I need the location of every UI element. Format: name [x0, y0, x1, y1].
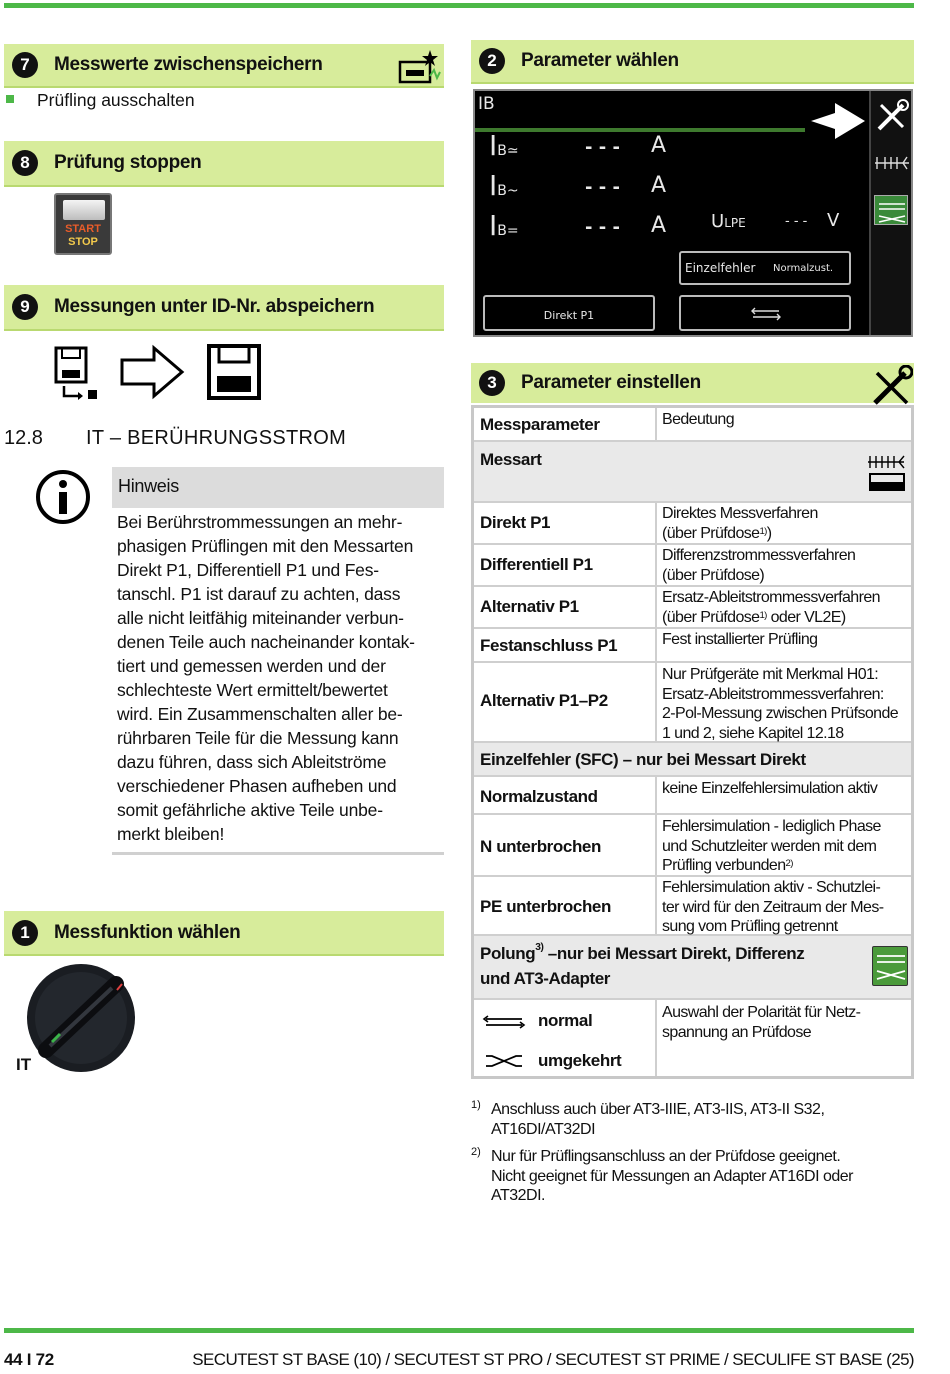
note-text — [117, 510, 447, 846]
step-number: 8 — [12, 150, 38, 176]
step-number: 7 — [12, 52, 38, 78]
polung-row — [474, 1000, 911, 1076]
param-meaning: Ersatz-Ableitstrommessverfahren (über Prüfdose$^{1)}$ oder VL2E) — [662, 589, 880, 626]
table-row — [474, 877, 911, 936]
footnote-mark: 2) — [471, 1146, 481, 1158]
param-meaning: Fehlersimulation - lediglich Phase und Schutzleiter werden mit dem Prüfling verbunden$^{2)}$ — [662, 818, 881, 874]
bullet-icon — [6, 95, 14, 103]
table-header-row — [474, 408, 911, 442]
messart-row — [474, 442, 911, 503]
polarity-select-icon[interactable] — [874, 195, 908, 225]
col-divider — [655, 663, 657, 743]
table-row — [474, 815, 911, 877]
note-line: merkt bleiben! — [117, 824, 225, 844]
stop-label: STOP — [68, 236, 98, 248]
polung-line-2: und AT3-Adapter — [480, 969, 610, 988]
note-line: tanschl. P1 ist darauf zu achten, dass — [117, 584, 401, 604]
fault-left-label: Einzelfehler — [685, 261, 756, 275]
ulpe-value: - - - — [785, 214, 808, 229]
param-name: Direkt P1 — [480, 513, 551, 532]
table-row — [474, 629, 911, 663]
footnote-text: AT32DI. — [491, 1187, 545, 1204]
step-number: 1 — [12, 920, 38, 946]
ulpe-unit: V — [827, 210, 840, 231]
pointer-arrow-icon — [809, 99, 869, 143]
page-number: 44 I 72 — [4, 1350, 54, 1369]
param-meaning: Direktes Messverfahren (über Prüfdose$^{1)}$) — [662, 505, 818, 542]
param-meaning: Differenzstrommessverfahren (über Prüfdose) — [662, 547, 856, 584]
col-divider — [655, 545, 657, 587]
button-lamp — [63, 200, 105, 220]
table-row — [474, 587, 911, 629]
current-value: - - - — [585, 177, 620, 198]
footnote-text: Anschluss auch über AT3-IIIE, AT3-IIS, AT3-II S32, — [491, 1101, 825, 1118]
note-line: wird. Ein Zusammenschalten aller be- — [117, 704, 403, 724]
function-selector-knob[interactable] — [24, 962, 138, 1074]
softkey-direkt-p1[interactable] — [483, 295, 655, 331]
screen-title: IB — [478, 94, 495, 114]
param-meaning: keine Einzelfehlersimulation aktiv — [662, 780, 878, 797]
store-value-icon — [396, 46, 444, 86]
param-name: Alternativ P1–P2 — [480, 691, 608, 710]
step-number: 9 — [12, 294, 38, 320]
tools-icon — [869, 365, 913, 409]
col-divider — [655, 777, 657, 815]
note-line: verschiedener Phasen aufheben und — [117, 776, 397, 796]
col-divider — [655, 877, 657, 936]
step-title: Messungen unter ID-Nr. abspeichern — [54, 296, 375, 317]
footnote-text: Nur für Prüflingsanschluss an der Prüfdose geeignet. — [491, 1148, 841, 1165]
footnote-text: Nicht geeignet für Messungen an Adapter AT16DI oder — [491, 1167, 853, 1185]
current-unit: A — [651, 133, 667, 158]
bullet-text: Prüfling ausschalten — [37, 90, 195, 110]
ulpe-label: ULPE — [711, 211, 746, 232]
sfc-header-row — [474, 743, 911, 777]
polarity-reversed-icon — [482, 1052, 526, 1070]
note-line: rührbaren Teile für die Messung kann — [117, 728, 399, 748]
measure-type-icon[interactable] — [873, 153, 911, 173]
note-line: denen Teile auch nacheinander kontak- — [117, 632, 415, 652]
top-accent-bar — [4, 3, 914, 8]
measure-type-icon — [866, 454, 908, 494]
note-divider — [112, 852, 444, 855]
note-line: alle nicht leitfähig miteinander verbun- — [117, 608, 404, 628]
start-stop-button[interactable] — [54, 193, 112, 255]
param-name: Festanschluss P1 — [480, 636, 618, 655]
start-label: START — [65, 223, 101, 235]
softkey-polarity[interactable] — [679, 295, 851, 331]
footnote-text: AT16DI/AT32DI — [491, 1120, 596, 1138]
polung-line-1: Polung$^{3)}$ –nur bei Messart Direkt, Differenz — [480, 942, 805, 963]
sfc-header: Einzelfehler (SFC) – nur bei Messart Direkt — [480, 750, 806, 769]
section-number: 12.8 — [4, 427, 43, 449]
step-9-header — [4, 285, 444, 331]
table-row — [474, 545, 911, 587]
screen-side-bar — [869, 91, 911, 335]
step-1-header — [4, 911, 444, 956]
step-number: 3 — [479, 370, 505, 396]
param-meaning: Fest installierter Prüfling — [662, 631, 818, 648]
step-3-header — [471, 363, 914, 403]
step-7-header — [4, 44, 444, 88]
param-name: N unterbrochen — [480, 837, 601, 856]
table-row — [474, 663, 911, 743]
param-name: PE unterbrochen — [480, 897, 611, 916]
arrow-right-icon — [118, 344, 188, 400]
current-value: - - - — [585, 217, 620, 238]
step-title: Parameter einstellen — [521, 372, 701, 393]
polung-reversed-label: umgekehrt — [538, 1051, 622, 1070]
polarity-normal-icon — [751, 307, 781, 321]
fault-mode-button[interactable] — [679, 251, 851, 285]
table-row — [474, 503, 911, 545]
step-title: Messwerte zwischenspeichern — [54, 54, 323, 75]
knob-position-label: IT — [16, 1055, 32, 1074]
note-line: phasigen Prüflingen mit den Messarten — [117, 536, 414, 556]
step-8-header — [4, 141, 444, 187]
col-divider — [655, 587, 657, 629]
col-divider — [655, 629, 657, 663]
info-icon — [34, 468, 92, 526]
save-id-icon — [52, 342, 102, 402]
floppy-disk-icon — [205, 342, 263, 402]
step-number: 2 — [479, 48, 505, 74]
param-name: Differentiell P1 — [480, 555, 593, 574]
fault-right-label: Normalzust. — [773, 263, 834, 274]
tools-icon[interactable] — [873, 97, 911, 135]
step-title: Messfunktion wählen — [54, 921, 241, 943]
footnote-mark: 1) — [471, 1099, 481, 1111]
softkey-label: Direkt P1 — [543, 309, 595, 322]
note-label: Hinweis — [118, 476, 179, 496]
note-label-bar — [112, 467, 444, 508]
screen-header-line — [475, 128, 805, 132]
polarity-normal-icon — [482, 1014, 526, 1030]
messart-label: Messart — [480, 450, 542, 469]
current-label: IB~ — [489, 169, 519, 202]
polung-description: Auswahl der Polarität für Netz- spannung an Prüfdose — [662, 1004, 861, 1041]
col-divider — [655, 815, 657, 877]
col-divider — [655, 503, 657, 545]
step-title: Prüfung stoppen — [54, 152, 202, 173]
param-name: Alternativ P1 — [480, 597, 579, 616]
polarity-icon — [872, 946, 908, 986]
polung-normal-label: normal — [538, 1011, 593, 1030]
note-line: Bei Berührstrommessungen an mehr- — [117, 512, 403, 532]
note-line: schlechteste Wert ermittelt/bewertet — [117, 680, 388, 700]
bottom-accent-bar — [4, 1328, 914, 1333]
parameter-table — [471, 405, 914, 1079]
step-title: Parameter wählen — [521, 50, 679, 71]
note-line: somit gefährliche aktive Teile unbe- — [117, 800, 383, 820]
section-title: IT – BERÜHRUNGSSTROM — [86, 427, 347, 449]
current-label: IB= — [489, 209, 519, 242]
note-line: Direkt P1, Differentiell P1 und Fes- — [117, 560, 379, 580]
param-meaning: Fehlersimulation aktiv - Schutzlei- ter wird für den Zeitraum der Mes- sung vom Prüfling getrennt — [662, 879, 884, 935]
table-row — [474, 777, 911, 815]
polung-header-row — [474, 936, 911, 1000]
current-unit: A — [651, 173, 667, 198]
product-line: SECUTEST ST BASE (10) / SECUTEST ST PRO / SECUTEST ST PRIME / SECULIFE ST BASE (25) — [192, 1350, 914, 1369]
step-2-header — [471, 40, 914, 84]
col-divider — [655, 1000, 657, 1076]
current-value: - - - — [585, 137, 620, 158]
note-line: tiert und gemessen werden und der — [117, 656, 386, 676]
param-name: Normalzustand — [480, 787, 598, 806]
header-meaning: Bedeutung — [662, 411, 735, 428]
note-line: dazu führen, dass sich Ableitströme — [117, 752, 387, 772]
param-meaning: Nur Prüfgeräte mit Merkmal H01: Ersatz-Ableitstrommessverfahren: 2-Pol-Messung zwischen Prüfsonde 1 und 2, siehe Kapitel 12.18 — [662, 666, 899, 742]
header-param: Messparameter — [480, 415, 600, 434]
current-unit: A — [651, 213, 667, 238]
current-label: IB≃ — [489, 129, 519, 162]
device-screen — [473, 89, 913, 337]
